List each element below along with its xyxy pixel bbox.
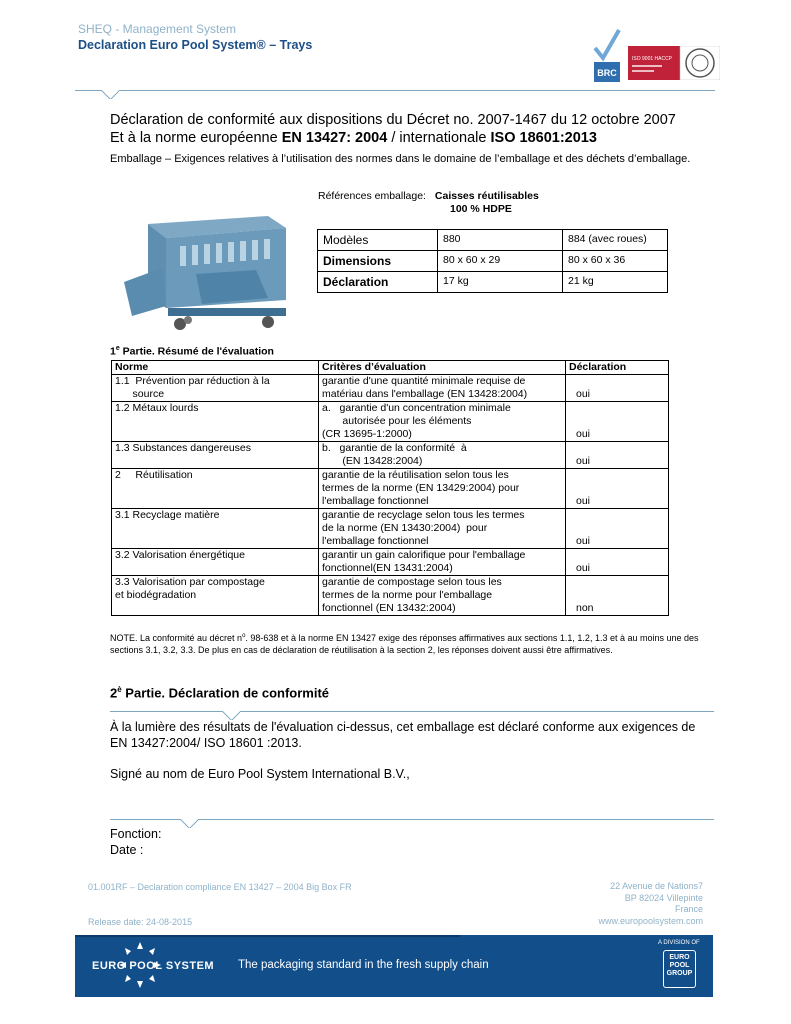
conformity-text: À la lumière des résultats de l'évaluation ci-dessus, cet emballage est déclaré conforme aux exigences de EN 13427:2004/ ISO 18601 :2013. bbox=[110, 720, 696, 750]
table-row bbox=[318, 251, 668, 272]
part2-rule bbox=[110, 711, 714, 712]
refs-label: Références emballage: bbox=[318, 190, 426, 202]
intro-text: Emballage – Exigences relatives à l’utilisation des normes dans le domaine de l’emballage et des déchets d’emballage. bbox=[110, 153, 691, 165]
evaluation-table bbox=[111, 360, 669, 616]
table-row bbox=[112, 509, 669, 549]
heading-line-1: Déclaration de conformité aux dispositions du Décret no. 2007-1467 du 12 octobre 2007 bbox=[110, 112, 676, 128]
refs-value-2: 100 % HDPE bbox=[450, 203, 512, 215]
criteria-cell: garantie d'une quantité minimale requise de matériau dans l'emballage (EN 13428:2004) bbox=[319, 375, 566, 402]
dimensions-label: Dimensions bbox=[318, 251, 438, 272]
declaration-a: 17 kg bbox=[438, 272, 563, 293]
signature-text: Signé au nom de Euro Pool System International B.V., bbox=[110, 767, 410, 781]
crate-image bbox=[118, 210, 296, 335]
col-norme: Norme bbox=[112, 361, 319, 375]
dimensions-b: 80 x 60 x 36 bbox=[563, 251, 668, 272]
col-criteres: Critères d’évaluation bbox=[319, 361, 566, 375]
part2-title: $2^è$ Partie. Déclaration de conformité bbox=[110, 685, 330, 701]
criteria-cell: garantie de compostage selon tous les termes de la norme pour l'emballage fonctionnel (EN 13432:2004) bbox=[319, 576, 566, 616]
declaration-cell: oui bbox=[566, 549, 669, 576]
table-row bbox=[318, 272, 668, 293]
packaging-references bbox=[318, 190, 539, 216]
norme-cell: 1.2 Métaux lourds bbox=[112, 402, 319, 442]
evaluation-note: NOTE. La conformité au décret $n^o$. 98-638 et à la norme EN 13427 exige des réponses affirmatives aux sections 1.1, 1.2, 1.3 et à au moins une des sections 3.1, 3.2, 3.3. De plus en cas de déclaration de réutilisation à la section 2, les réponses doivent aussi être affirmatives. bbox=[110, 633, 699, 655]
models-table bbox=[317, 229, 668, 293]
heading-line-2: Et à la norme européenne EN 13427: 2004 / internationale ISO 18601:2013 bbox=[110, 130, 597, 146]
norme-cell: 1.1 Prévention par réduction à la source bbox=[112, 375, 319, 402]
criteria-cell: garantir un gain calorifique pour l'emballage fonctionnel(EN 13431:2004) bbox=[319, 549, 566, 576]
col-declaration: Déclaration bbox=[566, 361, 669, 375]
certification-badge bbox=[628, 46, 720, 80]
norme-cell: 3.2 Valorisation énergétique bbox=[112, 549, 319, 576]
table-row bbox=[318, 230, 668, 251]
declaration-cell: oui bbox=[566, 375, 669, 402]
footer-tagline: The packaging standard in the fresh supply chain bbox=[238, 959, 489, 971]
table-header-row bbox=[112, 361, 669, 375]
company-address: 22 Avenue de Nations7 BP 82024 Villepinte France www.europoolsystem.com bbox=[598, 881, 703, 926]
table-row bbox=[112, 442, 669, 469]
date-label: Date : bbox=[110, 843, 144, 857]
document-reference: 01.001RF – Declaration compliance EN 13427 – 2004 Big Box FR bbox=[88, 882, 352, 892]
declaration-b: 21 kg bbox=[563, 272, 668, 293]
declaration-cell: oui bbox=[566, 402, 669, 442]
dimensions-a: 80 x 60 x 29 bbox=[438, 251, 563, 272]
header-rule-notch bbox=[101, 90, 119, 99]
website-link[interactable]: www.europoolsystem.com bbox=[598, 915, 703, 926]
declaration-cell: non bbox=[566, 576, 669, 616]
table-row bbox=[112, 469, 669, 509]
model-b: 884 (avec roues) bbox=[563, 230, 668, 251]
criteria-cell: a. garantie d'un concentration minimale autorisée pour les éléments (CR 13695-1:2000) bbox=[319, 402, 566, 442]
release-date: Release date: 24-08-2015 bbox=[88, 917, 193, 927]
signature-rule bbox=[110, 819, 714, 820]
declaration-label: Déclaration bbox=[318, 272, 438, 293]
europool-group-logo: EURO POOL GROUP bbox=[663, 950, 696, 988]
part1-title: 1e Partie. Résumé de l'évaluation bbox=[110, 345, 274, 358]
header-rule bbox=[75, 90, 715, 91]
division-label: A DIVISION OF bbox=[658, 940, 700, 946]
table-row bbox=[112, 402, 669, 442]
brc-logo bbox=[592, 26, 622, 84]
criteria-cell: b. garantie de la conformité à (EN 13428:2004) bbox=[319, 442, 566, 469]
table-row bbox=[112, 375, 669, 402]
models-label: Modèles bbox=[318, 230, 438, 251]
fonction-label: Fonction: bbox=[110, 827, 162, 841]
declaration-cell: oui bbox=[566, 469, 669, 509]
norme-cell: 3.1 Recyclage matière bbox=[112, 509, 319, 549]
declaration-heading bbox=[110, 111, 676, 147]
norme-cell: 3.3 Valorisation par compostage et biodégradation bbox=[112, 576, 319, 616]
table-row bbox=[112, 576, 669, 616]
footer-band-accent bbox=[75, 935, 460, 937]
header-title: Declaration Euro Pool System® – Trays bbox=[78, 38, 313, 52]
norme-cell: 1.3 Substances dangereuses bbox=[112, 442, 319, 469]
norme-cell: 2 Réutilisation bbox=[112, 469, 319, 509]
criteria-cell: garantie de la réutilisation selon tous les termes de la norme (EN 13429:2004) pour l'emballage fonctionnel bbox=[319, 469, 566, 509]
model-a: 880 bbox=[438, 230, 563, 251]
header-subtitle: SHEQ - Management System bbox=[78, 22, 237, 36]
table-row bbox=[112, 549, 669, 576]
criteria-cell: garantie de recyclage selon tous les termes de la norme (EN 13430:2004) pour l'emballage fonctionnel bbox=[319, 509, 566, 549]
brc-logo-text: BRC bbox=[597, 68, 617, 78]
refs-value-1: Caisses réutilisables bbox=[434, 190, 539, 202]
declaration-cell: oui bbox=[566, 442, 669, 469]
footer-brand: EURO POOL SYSTEM bbox=[92, 960, 215, 972]
declaration-cell: oui bbox=[566, 509, 669, 549]
cert-badge-text: ISO 9001 HACCP bbox=[632, 56, 673, 62]
